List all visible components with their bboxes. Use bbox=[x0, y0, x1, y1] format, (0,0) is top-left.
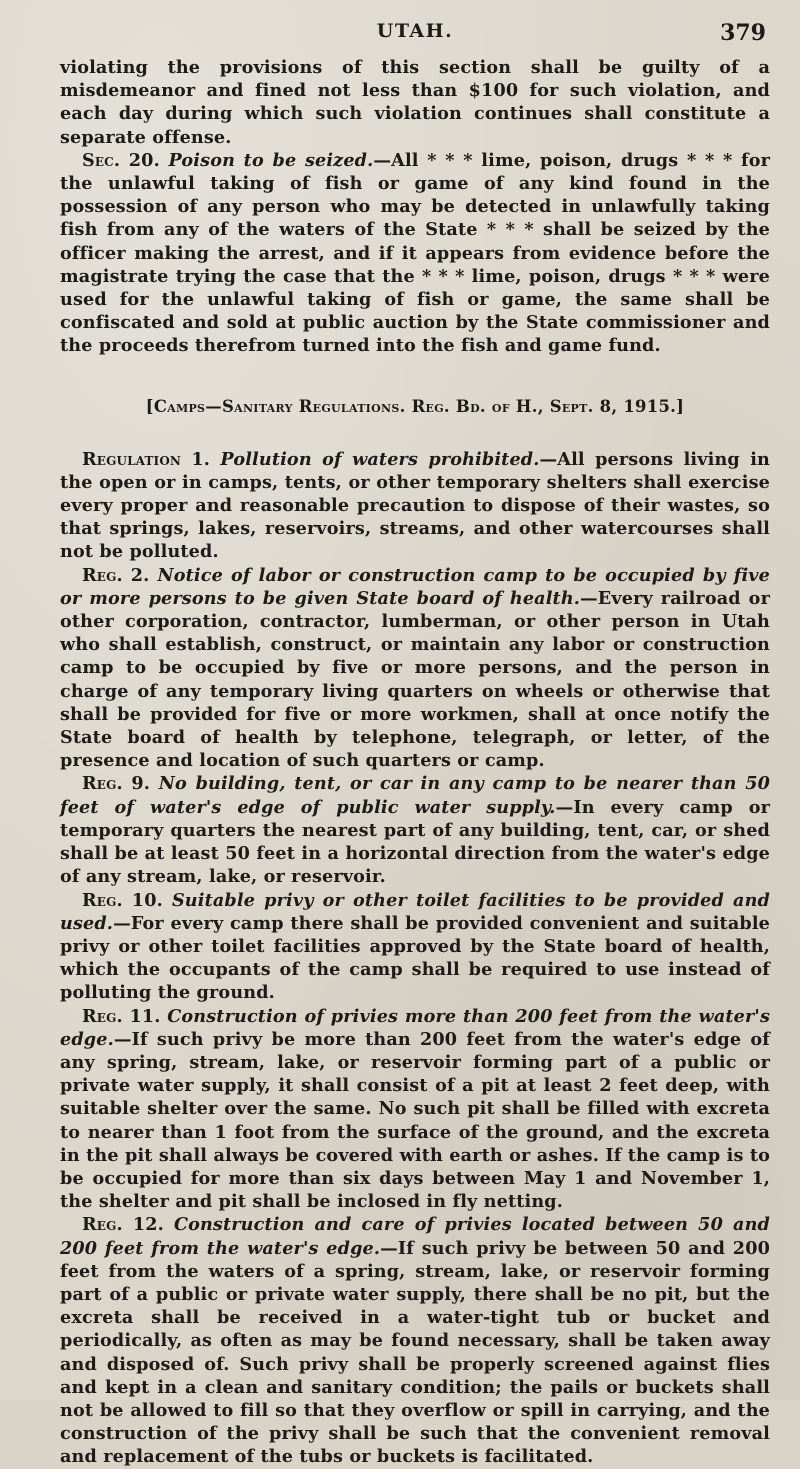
regulation-label: Regulation 1. bbox=[82, 448, 211, 470]
regulation-label: Reg. 9. bbox=[82, 773, 151, 795]
running-head: UTAH. bbox=[376, 20, 454, 42]
regulation-body: —For every camp there shall be provided convenient and suitable privy or other toilet facilities approved by the State board of health, which the occupants of the camp shall be required to use instead of polluting the ground. bbox=[60, 912, 770, 1004]
regulation-10 bbox=[60, 889, 770, 1005]
page-number: 379 bbox=[720, 20, 766, 46]
section-body: —All * * * lime, poison, drugs * * * for the unlawful taking of fish or game of any kind found in the possession of any person who may be detected in unlawfully taking fish from any of the waters of the State * * * shall be seized by the officer making the arrest, and if it appears from evidence before the magistrate trying the case that the * * * lime, poison, drugs * * * were used for the unlawful taking of fish or game, the same shall be confiscated and sold at public auction by the State commissioner and the proceeds therefrom turned into the fish and game fund. bbox=[60, 149, 771, 357]
section-title: Poison to be seized. bbox=[168, 149, 374, 171]
regulation-9 bbox=[60, 772, 770, 888]
regulations-caption bbox=[60, 396, 770, 418]
regulation-title: Notice of labor or construction camp to be occupied by five or more persons to be given State board of health. bbox=[60, 564, 771, 609]
regulation-12 bbox=[60, 1213, 770, 1468]
section-label: Sec. 20. bbox=[82, 149, 160, 171]
section-20 bbox=[60, 149, 770, 358]
regulation-body: —In every camp or temporary quarters the nearest part of any building, tent, car, or shed shall be at least 50 feet in a horizontal direction from the water's edge of any stream, lake, or reservoir. bbox=[60, 796, 770, 888]
regulation-label: Reg. 12. bbox=[82, 1214, 164, 1236]
regulation-body: —If such privy be more than 200 feet from the water's edge of any spring, stream, lake, or reservoir forming part of a public or private water supply, it shall consist of a pit at least 2 feet deep, with suitable shelter over the same. No such pit shall be filled with excreta to nearer than 1 foot from the surface of the ground, and the excreta in the pit shall always be covered with earth or ashes. If the camp is to be occupied for more than six days between May 1 and November 1, the shelter and pit shall be inclosed in fly netting. bbox=[60, 1028, 770, 1213]
regulation-body: —If such privy be between 50 and 200 feet from the waters of a spring, stream, lake, or reservoir forming part of a public or private water supply, there shall be no pit, but the excreta shall be received in a water-tight tub or bucket and periodically, as often as may be found necessary, shall be taken away and disposed of. Such privy shall be properly screened against flies and kept in a clean and sanitary condition; the pails or buckets shall not be allowed to fill so that they overflow or spill in carrying, and the construction of the privy shall be such that the convenient removal and replacement of the tubs or buckets is facilitated. bbox=[60, 1237, 770, 1468]
caption-text: [Camps—Sanitary Regulations. Reg. Bd. of H., Sept. 8, 1915.] bbox=[145, 396, 685, 416]
regulation-label: Reg. 2. bbox=[82, 564, 150, 586]
regulation-title: Pollution of waters prohibited. bbox=[220, 448, 540, 470]
paragraph-continuation bbox=[60, 56, 770, 149]
regulation-1 bbox=[60, 448, 770, 564]
regulation-label: Reg. 10. bbox=[82, 889, 163, 911]
regulation-2 bbox=[60, 564, 770, 773]
regulation-title: Construction of privies more than 200 feet from the water's edge. bbox=[60, 1005, 771, 1050]
regulation-body: —Every railroad or other corporation, contractor, lumberman, or other person in Utah who shall establish, construct, or maintain any labor or construction camp to be occupied by five or more persons, and the person in charge of any temporary living quarters on wheels or otherwise that shall be provided for five or more workmen, shall at once notify the State board of health by telephone, telegraph, or letter, of the presence and location of such quarters or camp. bbox=[60, 587, 770, 772]
regulation-title: Suitable privy or other toilet facilities to be provided and used. bbox=[60, 889, 770, 934]
regulation-11 bbox=[60, 1005, 770, 1214]
regulation-body: —All persons living in the open or in camps, tents, or other temporary shelters shall exercise every proper and reasonable precaution to dispose of their wastes, so that springs, lakes, reservoirs, streams, and other watercourses shall not be polluted. bbox=[60, 448, 770, 563]
regulation-title: Construction and care of privies located between 50 and 200 feet from the water's edge. bbox=[60, 1214, 770, 1259]
regulation-label: Reg. 11. bbox=[82, 1005, 161, 1027]
regulation-title: No building, tent, or car in any camp to be nearer than 50 feet of water's edge of public water supply. bbox=[60, 773, 771, 818]
page-header bbox=[60, 18, 770, 52]
paragraph-text: violating the provisions of this section shall be guilty of a misdemeanor and fined not less than $100 for such violation, and each day during which such violation continues shall constitute a separate offense. bbox=[60, 57, 770, 148]
